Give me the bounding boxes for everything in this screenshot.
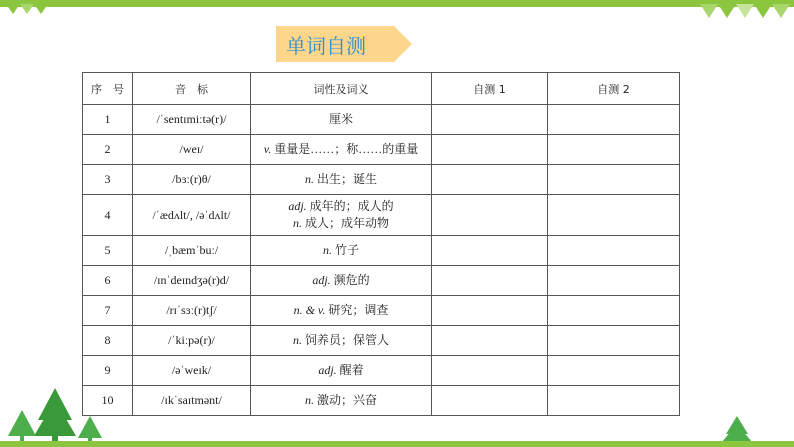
row-meaning [251, 105, 432, 135]
table-row [83, 356, 680, 386]
row-meaning [251, 165, 432, 195]
table-row [83, 266, 680, 296]
header-number: 序 号 [83, 73, 133, 105]
header-phonetic: 音 标 [133, 73, 251, 105]
part-of-speech: n. [292, 333, 302, 347]
test2-cell[interactable] [548, 236, 680, 266]
test1-cell[interactable] [432, 296, 548, 326]
table-row [83, 326, 680, 356]
table-row [83, 105, 680, 135]
test2-cell[interactable] [548, 105, 680, 135]
row-phonetic: /ˈædʌlt/, /əˈdʌlt/ [133, 195, 251, 236]
row-phonetic: /weɪ/ [133, 135, 251, 165]
test2-cell[interactable] [548, 135, 680, 165]
bottom-decorative-band [0, 441, 794, 447]
part-of-speech: n. [322, 243, 332, 257]
row-meaning [251, 296, 432, 326]
header-meaning: 词性及词义 [251, 73, 432, 105]
definition: 重量是……；称……的重量 [274, 142, 419, 156]
test1-cell[interactable] [432, 165, 548, 195]
definition: 成人；成年动物 [304, 216, 389, 230]
test2-cell[interactable] [548, 296, 680, 326]
header-test2: 自测 2 [548, 73, 680, 105]
definition: 醒着 [339, 363, 364, 377]
test2-cell[interactable] [548, 356, 680, 386]
row-phonetic: /ˈsentɪmiːtə(r)/ [133, 105, 251, 135]
row-meaning [251, 326, 432, 356]
part-of-speech: adj. [318, 363, 337, 377]
vocabulary-table [82, 72, 680, 416]
part-of-speech: adj. [288, 199, 307, 213]
table-row [83, 195, 680, 236]
test2-cell[interactable] [548, 266, 680, 296]
top-decorative-band [0, 0, 794, 7]
row-number: 4 [83, 195, 133, 236]
definition: 研究；调查 [328, 303, 389, 317]
part-of-speech: n. & v. [293, 303, 326, 317]
row-number: 2 [83, 135, 133, 165]
part-of-speech: n. [304, 393, 314, 407]
table-header-row [83, 73, 680, 105]
definition: 饲养员；保管人 [304, 333, 389, 347]
row-meaning [251, 135, 432, 165]
row-meaning [251, 266, 432, 296]
test1-cell[interactable] [432, 135, 548, 165]
definition: 出生；诞生 [316, 172, 377, 186]
table-row [83, 296, 680, 326]
table-row [83, 135, 680, 165]
test2-cell[interactable] [548, 326, 680, 356]
row-phonetic: /ɪnˈdeɪndʒə(r)d/ [133, 266, 251, 296]
test2-cell[interactable] [548, 386, 680, 416]
row-meaning [251, 386, 432, 416]
row-phonetic: /ɪkˈsaɪtmənt/ [133, 386, 251, 416]
section-title: 单词自测 [276, 26, 394, 62]
test1-cell[interactable] [432, 386, 548, 416]
definition: 厘米 [328, 112, 353, 126]
row-number: 7 [83, 296, 133, 326]
row-phonetic: /ˌbæmˈbuː/ [133, 236, 251, 266]
definition: 竹子 [334, 243, 359, 257]
row-phonetic: /rɪˈsɜː(r)tʃ/ [133, 296, 251, 326]
part-of-speech: v. [263, 142, 272, 156]
row-number: 8 [83, 326, 133, 356]
definition: 濒危的 [333, 273, 370, 287]
part-of-speech: n. [304, 172, 314, 186]
row-number: 6 [83, 266, 133, 296]
row-meaning [251, 236, 432, 266]
table-row [83, 165, 680, 195]
row-meaning [251, 356, 432, 386]
row-phonetic: /ˈkiːpə(r)/ [133, 326, 251, 356]
row-number: 5 [83, 236, 133, 266]
row-meaning [251, 195, 432, 236]
row-number: 10 [83, 386, 133, 416]
definition: 激动；兴奋 [316, 393, 377, 407]
row-number: 9 [83, 356, 133, 386]
table-row [83, 386, 680, 416]
row-number: 1 [83, 105, 133, 135]
test2-cell[interactable] [548, 165, 680, 195]
definition: 成年的；成人的 [309, 199, 394, 213]
row-number: 3 [83, 165, 133, 195]
test1-cell[interactable] [432, 326, 548, 356]
row-phonetic: /əˈweɪk/ [133, 356, 251, 386]
table-row [83, 236, 680, 266]
title-arrow [394, 26, 412, 62]
test1-cell[interactable] [432, 356, 548, 386]
part-of-speech: adj. [312, 273, 331, 287]
test1-cell[interactable] [432, 236, 548, 266]
row-phonetic: /bɜː(r)θ/ [133, 165, 251, 195]
header-test1: 自测 1 [432, 73, 548, 105]
tree-icon [0, 380, 110, 447]
test1-cell[interactable] [432, 266, 548, 296]
test1-cell[interactable] [432, 105, 548, 135]
test2-cell[interactable] [548, 195, 680, 236]
test1-cell[interactable] [432, 195, 548, 236]
part-of-speech: n. [292, 216, 302, 230]
